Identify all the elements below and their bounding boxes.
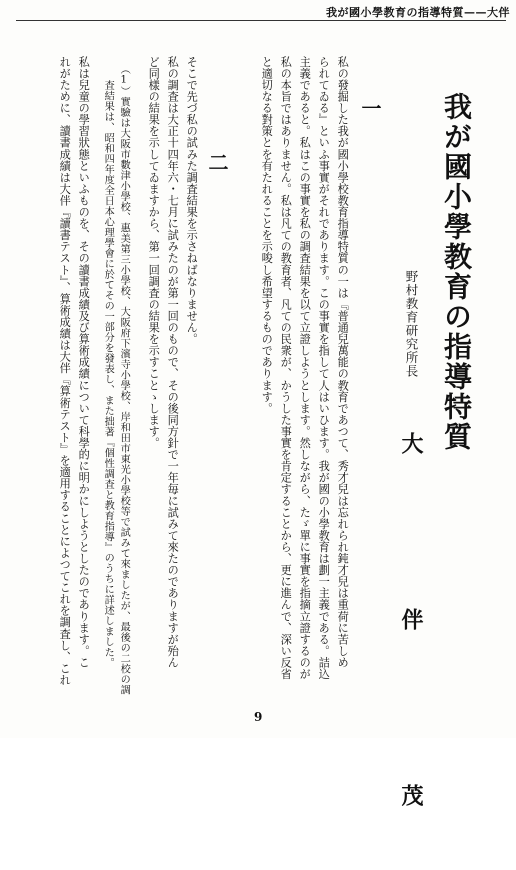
body-column: 私の本旨ではありません。私は凡ての教育者、凡ての民衆が、かうした事實を肯定することから、更に進んで、深い反省 — [279, 56, 293, 680]
page-number: 9 — [254, 710, 263, 724]
footnote-column: （1）實驗は大阪市數津小學校、惠美第三小學校、大阪府下濱寺小學校、岸和田市東光小學校等で試みて來ましたが、最後の二校の調 — [118, 64, 130, 695]
body-column: 私の發掘した我が國小學校教育指導特質の一は『普通兒萬能の教育であつて、秀才兒は忘れられ鈍才兒は重荷に苦しめ — [336, 56, 350, 669]
body-column: られてゐる』といふ事實がそれであります。この事實を指して人はいひます。我が國の小學教育は劃一主義である。詰込 — [317, 56, 331, 680]
header-rule — [16, 20, 506, 21]
article-title: 我が國小學教育の指導特質 — [440, 92, 473, 452]
section-heading-1: 一 — [358, 98, 382, 118]
body-column: 私の調査は大正十四年六・七月に試みたのが第一回のもので、その後同方針で一年毎に試みて來たのでありますが殆ん — [166, 56, 180, 669]
section-heading-2: 二 — [205, 152, 229, 172]
running-head: 我が國小學教育の指導特質——大伴 — [326, 6, 510, 19]
body-column: ど同樣の結果を示してゐますから、第一回調査の結果を示すことゝします。 — [147, 56, 161, 449]
body-column: そこで先づ私の試みた調査結果を示さねばなりません。 — [185, 56, 199, 345]
footnote-column: 査結果は、昭和四年度全日本心理學會に於てその一部分を發表し、また拙著『個性調査と教育指導』のうちに詳述しました。 — [102, 80, 114, 668]
body-column: 主義であると。私はこの事實を私の調査結果を以て立證しようとします。然しながら、たゞ單に事實を指摘立證するのが — [298, 56, 312, 680]
author-affiliation: 野村教育研究所長 — [404, 270, 419, 378]
body-column: れがために、讀書成績は大伴『讀書テスト』、算術成績は大伴『算術テスト』を適用することによつてこれを調査し、これ — [58, 56, 72, 686]
author-name: 大 伴 茂 — [398, 432, 424, 870]
body-column: と適切なる對策とを有たれることを示唆し希望するものであります。 — [260, 56, 274, 415]
body-column: 私は兒童の學習狀態といふものを、その讀書成績及び算術成績について科學的に明かにしようとしたのであります。こ — [77, 56, 91, 669]
